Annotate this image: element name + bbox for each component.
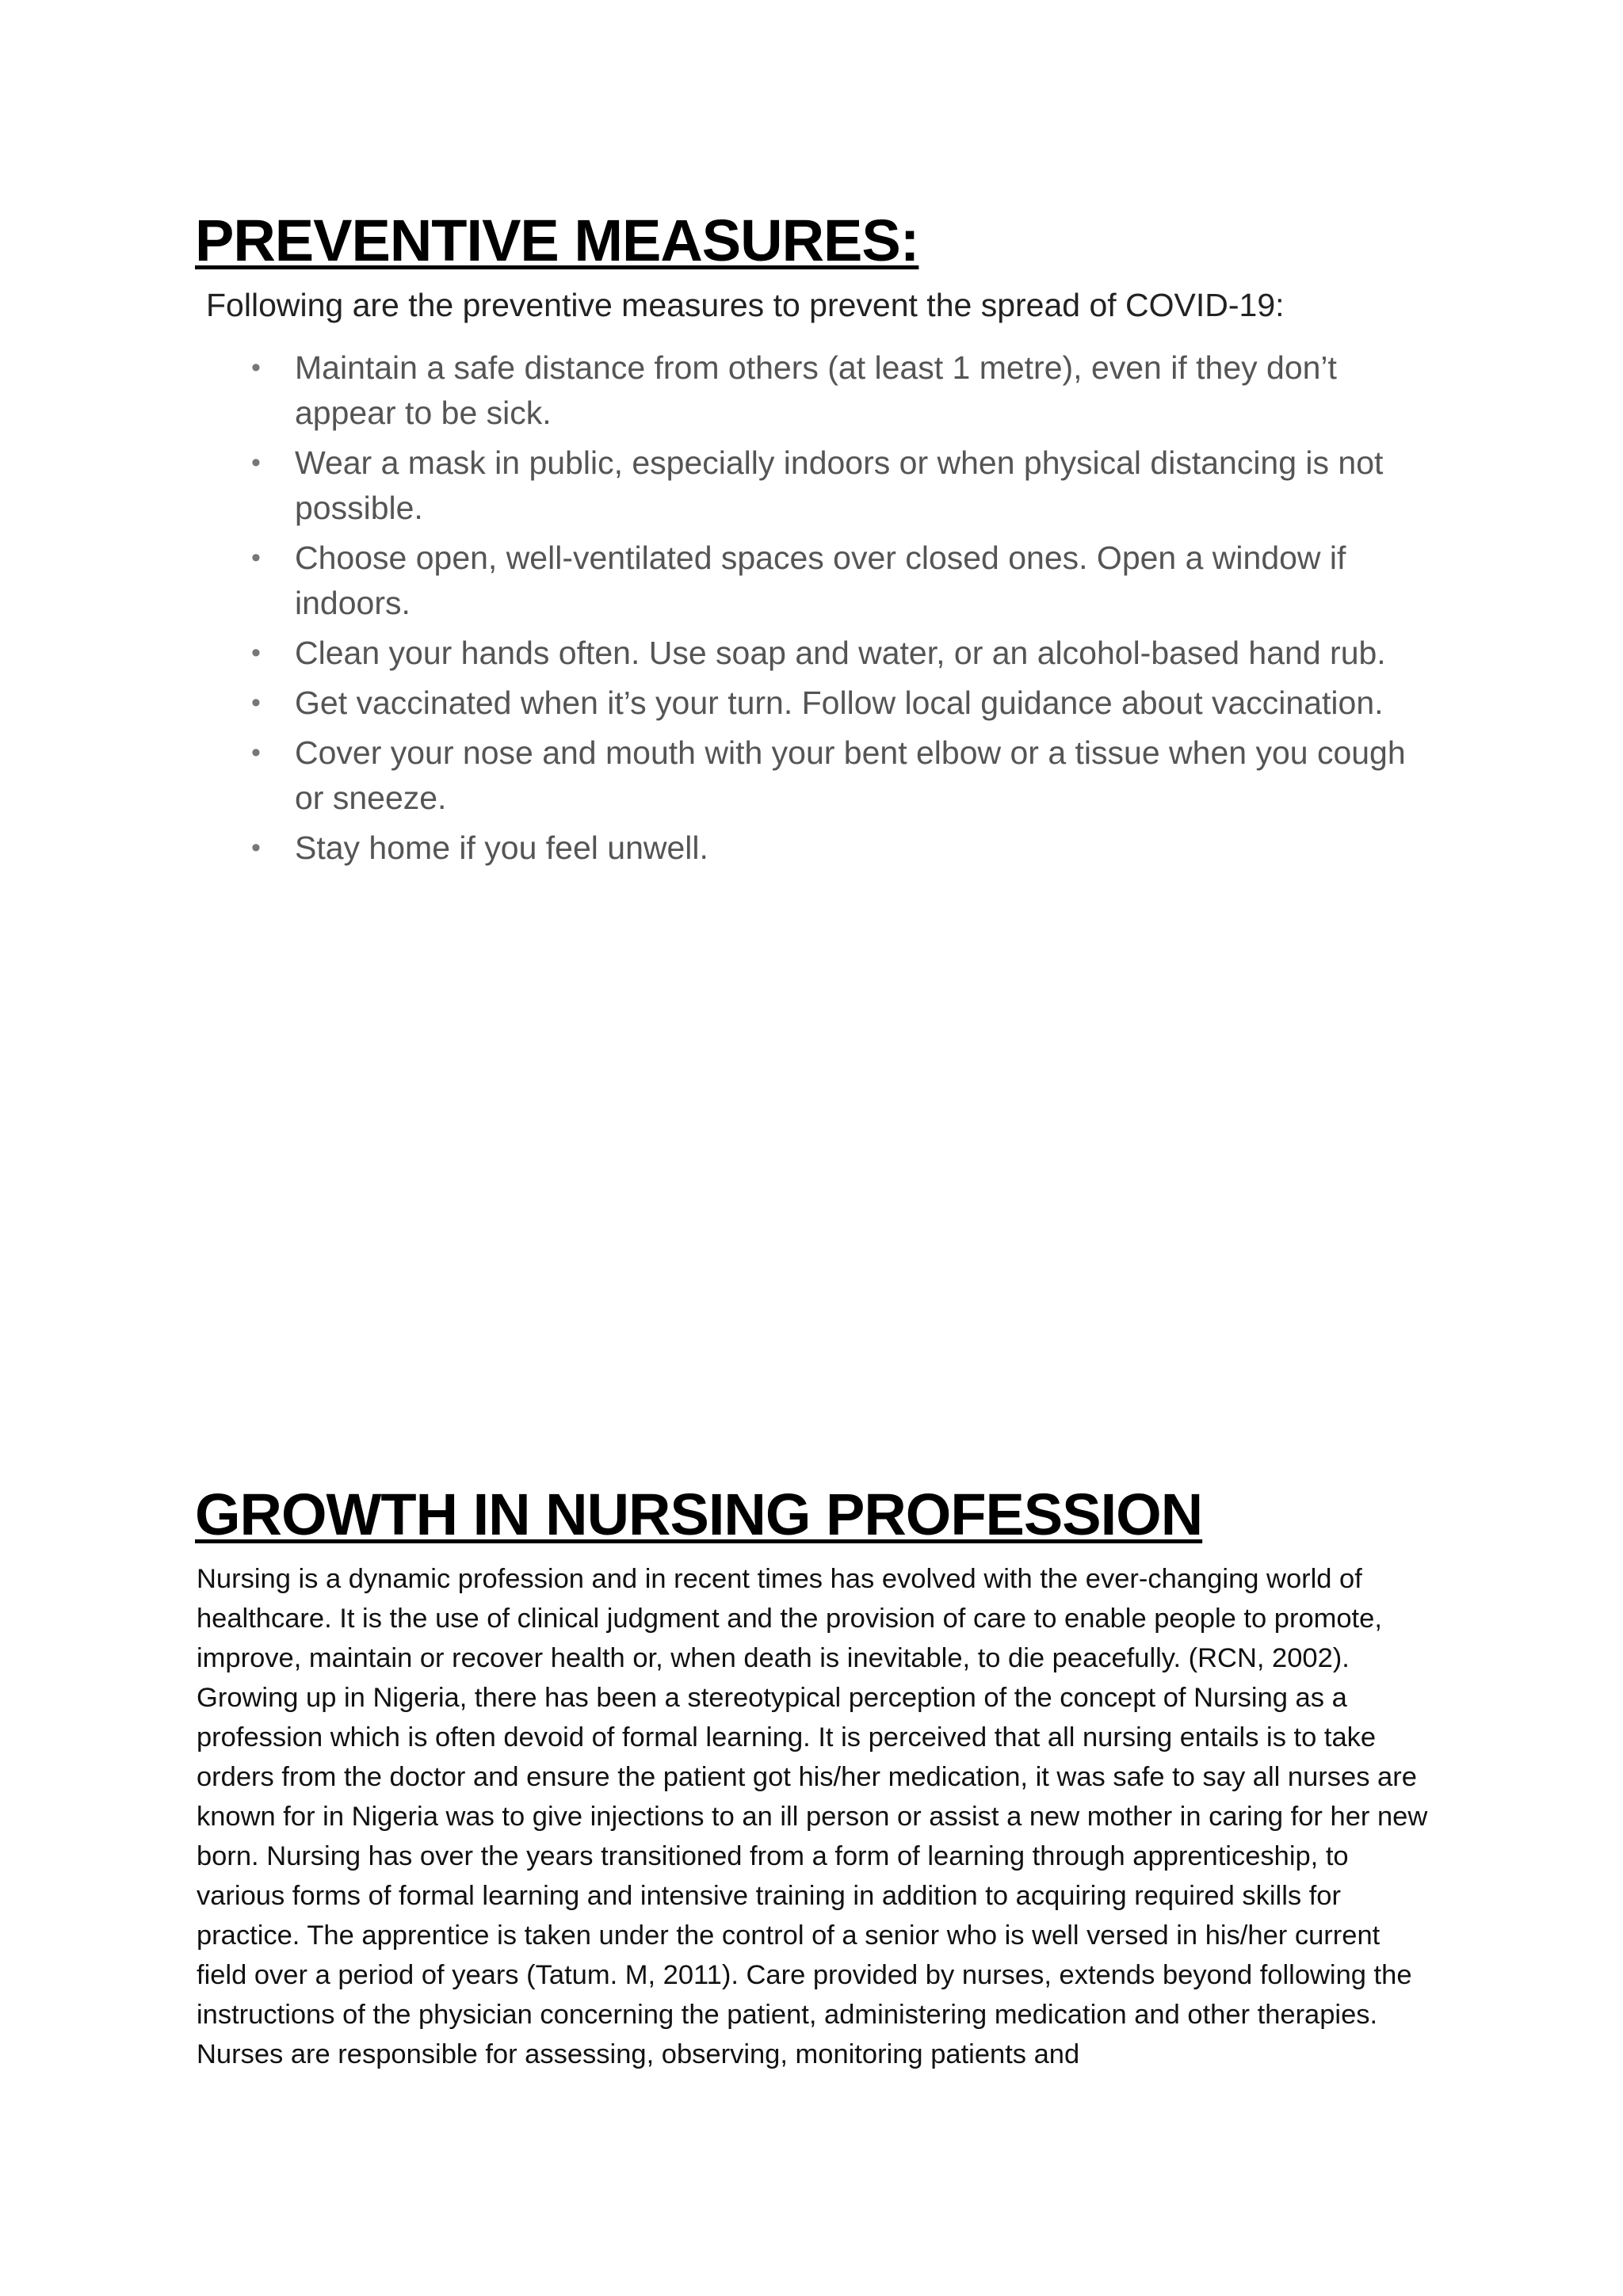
list-item-text: Stay home if you feel unwell. bbox=[295, 830, 708, 866]
bullet-icon: • bbox=[251, 738, 261, 768]
list-item bbox=[195, 631, 1439, 676]
list-item bbox=[195, 681, 1439, 726]
preventive-measures-intro: Following are the preventive measures to prevent the spread of COVID-19: bbox=[206, 287, 1285, 323]
nursing-growth-paragraph: Nursing is a dynamic profession and in recent times has evolved with the ever-changing world of healthcare. It is the use of clinical judgment and the provision of care to enable people to promote, improve, maintain or recover health or, when death is inevitable, to die peacefully. (RCN, 2002). Growing up in Nigeria, there has been a stereotypical perception of the concept of Nursing as a profession which is often devoid of formal learning. It is perceived that all nursing entails is to take orders from the doctor and ensure the patient got his/her medication, it was safe to say all nurses are known for in Nigeria was to give injections to an ill person or assist a new mother in caring for her new born. Nursing has over the years transitioned from a form of learning through apprenticeship, to various forms of formal learning and intensive training in addition to acquiring required skills for practice. The apprentice is taken under the control of a senior who is well versed in his/her current field over a period of years (Tatum. M, 2011). Care provided by nurses, extends beyond following the instructions of the physician concerning the patient, administering medication and other therapies. Nurses are responsible for assessing, observing, monitoring patients and bbox=[197, 1564, 1428, 2069]
list-item bbox=[195, 826, 1439, 871]
list-item-text: Clean your hands often. Use soap and water, or an alcohol-based hand rub. bbox=[295, 635, 1386, 671]
bullet-icon: • bbox=[251, 638, 261, 668]
preventive-measures-list bbox=[195, 345, 1439, 871]
preventive-measures-heading: PREVENTIVE MEASURES: bbox=[195, 208, 919, 273]
bullet-icon: • bbox=[251, 353, 261, 383]
bullet-icon: • bbox=[251, 448, 261, 478]
list-item-text: Maintain a safe distance from others (at least 1 metre), even if they don’t appear to be sick. bbox=[295, 349, 1337, 431]
list-item bbox=[195, 441, 1439, 531]
bullet-icon: • bbox=[251, 833, 261, 863]
list-item-text: Get vaccinated when it’s your turn. Follow local guidance about vaccination. bbox=[295, 685, 1384, 721]
list-item-text: Wear a mask in public, especially indoors or when physical distancing is not possible. bbox=[295, 444, 1384, 526]
nursing-growth-section bbox=[195, 1482, 1439, 2074]
list-item-text: Cover your nose and mouth with your bent elbow or a tissue when you cough or sneeze. bbox=[295, 734, 1406, 816]
list-item bbox=[195, 730, 1439, 821]
preventive-measures-section bbox=[195, 208, 1439, 875]
nursing-growth-heading: GROWTH IN NURSING PROFESSION bbox=[195, 1482, 1203, 1547]
list-item-text: Choose open, well-ventilated spaces over closed ones. Open a window if indoors. bbox=[295, 540, 1346, 621]
list-item bbox=[195, 345, 1439, 436]
list-item bbox=[195, 536, 1439, 626]
bullet-icon: • bbox=[251, 688, 261, 718]
bullet-icon: • bbox=[251, 543, 261, 573]
